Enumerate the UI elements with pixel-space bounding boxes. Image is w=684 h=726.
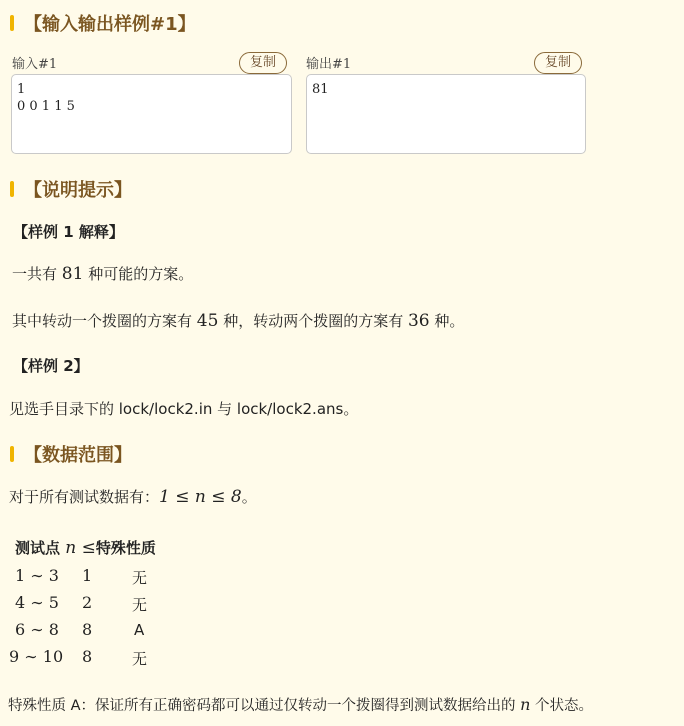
table-header-row — [15, 537, 156, 558]
table-cell: A — [134, 621, 145, 639]
sample1-heading: 【样例 1 解释】 — [13, 223, 124, 241]
range-title-text: 【数据范围】 — [24, 445, 132, 466]
special-property-text: 特殊性质 A：保证所有正确密码都可以通过仅转动一个拨圈得到测试数据给出的 n 个状态。 — [8, 695, 594, 714]
copy-input-button[interactable]: 复制 — [239, 52, 287, 74]
sample2-text: 见选手目录下的 lock/lock2.in 与 lock/lock2.ans。 — [9, 400, 359, 418]
table-cell: 1 ∼ 3 — [15, 566, 59, 585]
section-bar-icon — [10, 446, 14, 462]
sample2-heading: 【样例 2】 — [13, 357, 89, 375]
table-header-cell: 测试点 — [15, 539, 61, 557]
table-cell: 8 — [82, 647, 93, 666]
range-intro: 对于所有测试数据有：1 ≤ n ≤ 8。 — [9, 487, 257, 507]
sample-title-text: 【输入输出样例#1】 — [24, 14, 196, 35]
hint-title-text: 【说明提示】 — [24, 180, 132, 201]
sample-output-box[interactable]: 81 — [306, 74, 586, 154]
table-cell: 无 — [132, 596, 148, 614]
range-section-title — [10, 441, 132, 467]
table-cell: 1 — [82, 566, 93, 585]
copy-output-button[interactable]: 复制 — [534, 52, 582, 74]
sample-input-box[interactable]: 1 0 0 1 1 5 — [11, 74, 292, 154]
sample-section-title — [10, 10, 196, 36]
table-header-cell: n ≤ — [65, 538, 96, 558]
section-bar-icon — [10, 181, 14, 197]
table-cell: 9 ∼ 10 — [9, 647, 64, 666]
output-label: 输出#1 — [306, 57, 352, 72]
table-cell: 8 — [82, 620, 93, 639]
input-label: 输入#1 — [12, 57, 58, 72]
section-bar-icon — [10, 15, 14, 31]
table-cell: 4 ∼ 5 — [15, 593, 59, 612]
hint-line-2: 其中转动一个拨圈的方案有 45 种，转动两个拨圈的方案有 36 种。 — [12, 311, 465, 331]
table-cell: 无 — [132, 650, 148, 668]
table-cell: 2 — [82, 593, 93, 612]
table-cell: 无 — [132, 569, 148, 587]
hint-section-title — [10, 176, 132, 202]
hint-line-1: 一共有 81 种可能的方案。 — [12, 264, 194, 284]
table-cell: 6 ∼ 8 — [15, 620, 59, 639]
table-header-cell: 特殊性质 — [95, 539, 156, 557]
